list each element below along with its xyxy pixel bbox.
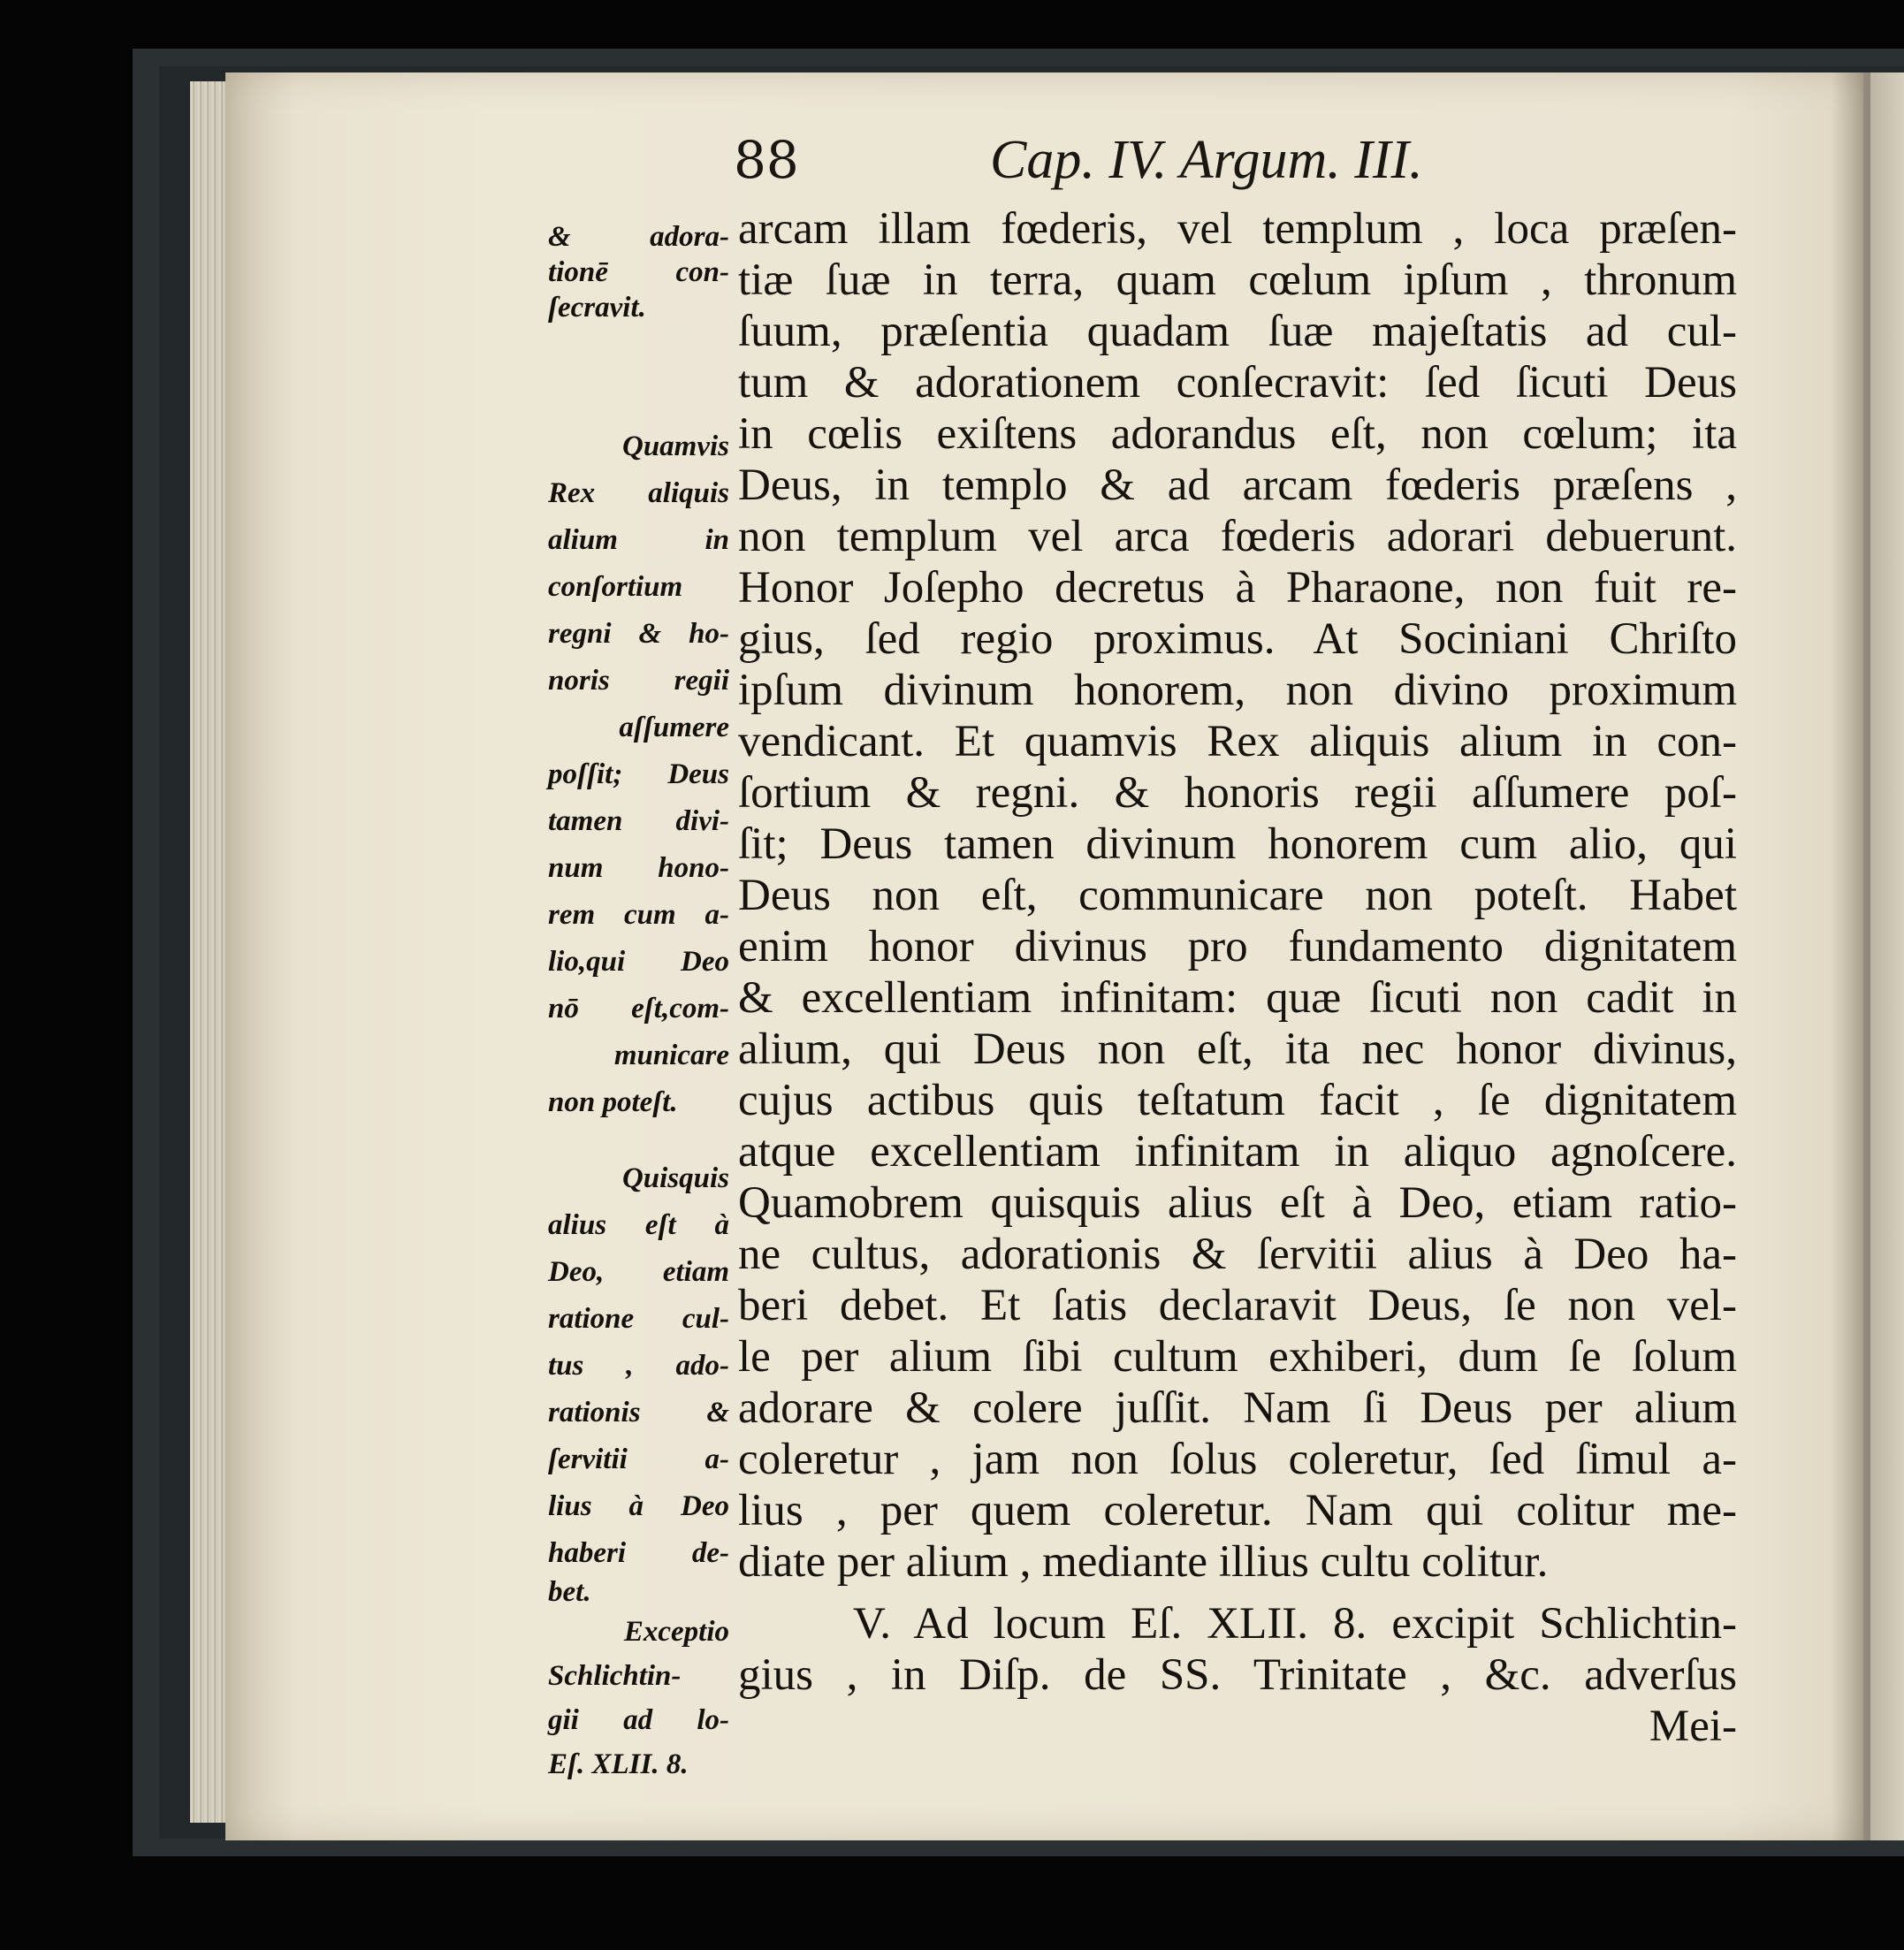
margin-note-line: nō eſt,com-	[548, 993, 729, 1025]
page-number: 88	[734, 130, 799, 190]
margin-note-line: gii ad lo-	[548, 1704, 729, 1736]
margin-note-line: ratione cul-	[548, 1303, 729, 1335]
margin-note-line: & adora-	[548, 221, 729, 253]
body-text-line: ne cultus, adorationis & ſervitii alius à Deo ha-	[738, 1230, 1737, 1279]
body-text-line: ſortium & regni. & honoris regii aſſumere poſ-	[738, 768, 1737, 818]
margin-note-line: Eſ. XLII. 8.	[548, 1748, 689, 1780]
margin-note-line: tamen divi-	[548, 805, 729, 837]
body-text-line: adorare & colere juſſit. Nam ſi Deus per alium	[738, 1383, 1737, 1433]
margin-note-line: Exceptio	[623, 1616, 729, 1648]
body-text-line: Deus non eſt, communicare non poteſt. Habet	[738, 871, 1737, 920]
margin-note-line: bet.	[548, 1576, 591, 1608]
body-text-line: tiæ ſuæ in terra, quam cœlum ipſum , thronum	[738, 255, 1737, 305]
margin-note-line: Rex aliquis	[548, 477, 729, 509]
margin-note-line: regni & ho-	[548, 618, 729, 650]
body-text-line: ſit; Deus tamen divinum honorem cum alio, qui	[738, 819, 1737, 869]
body-text-line: arcam illam fœderis, vel templum , loca præſen-	[738, 204, 1737, 254]
body-text-line: gius, ſed regio proximus. At Sociniani Chriſto	[738, 614, 1737, 664]
body-text-line: in cœlis exiſtens adorandus eſt, non cœlum; ita	[738, 409, 1737, 459]
margin-note-line: Deo, etiam	[548, 1256, 729, 1288]
margin-note-line: alium in	[548, 524, 729, 556]
margin-note-line: lius à Deo	[548, 1490, 729, 1522]
body-text-line: V. Ad locum Eſ. XLII. 8. excipit Schlichtin-	[853, 1599, 1737, 1649]
body-text-line: lius , per quem coleretur. Nam qui colitur me-	[738, 1486, 1737, 1535]
margin-note-line: Quamvis	[621, 430, 729, 462]
margin-note-line: aſſumere	[619, 712, 729, 743]
running-head: Cap. IV. Argum. III.	[990, 130, 1423, 190]
margin-note-line: conſortium	[548, 571, 683, 603]
body-text-line: vendicant. Et quamvis Rex aliquis alium in con-	[738, 717, 1737, 766]
margin-note-line: num hono-	[548, 852, 729, 884]
margin-note-line: poſſit; Deus	[548, 758, 729, 790]
margin-note-line: alius eſt à	[548, 1209, 729, 1241]
body-text-line: coleretur , jam non ſolus coleretur, ſed ſimul a-	[738, 1435, 1737, 1484]
margin-note-line: haberi de-	[548, 1537, 729, 1569]
body-text-line: non templum vel arca fœderis adorari debuerunt.	[738, 512, 1737, 561]
body-text-line: & excellentiam infinitam: quæ ſicuti non cadit in	[738, 973, 1737, 1023]
margin-note-line: noris regii	[548, 665, 729, 697]
margin-note-line: tus , ado-	[548, 1350, 729, 1382]
margin-note-line: ſervitii a-	[548, 1443, 729, 1475]
margin-note-line: lio,qui Deo	[548, 946, 729, 978]
body-text-line: cujus actibus quis teſtatum facit , ſe dignitatem	[738, 1076, 1737, 1125]
margin-note-line: rem cum a-	[548, 899, 729, 931]
body-text-line: tum & adorationem conſecravit: ſed ſicuti Deus	[738, 358, 1737, 408]
body-text-line: ipſum divinum honorem, non divino proximum	[738, 666, 1737, 715]
margin-note-line: tionē con-	[548, 256, 729, 288]
body-text-line: atque excellentiam infinitam in aliquo agnoſcere.	[738, 1127, 1737, 1177]
body-text-line: ſuum, præſentia quadam ſuæ majeſtatis ad cul-	[738, 307, 1737, 356]
margin-note-line: ſecravit.	[548, 292, 646, 324]
margin-note-line: municare	[613, 1040, 729, 1071]
body-text-line: Honor Joſepho decretus à Pharaone, non fuit re-	[738, 563, 1737, 613]
body-text-line: enim honor divinus pro fundamento dignitatem	[738, 922, 1737, 971]
body-text-line: beri debet. Et ſatis declaravit Deus, ſe non vel-	[738, 1281, 1737, 1330]
body-text-line: alium, qui Deus non eſt, ita nec honor divinus,	[738, 1025, 1737, 1074]
margin-note-line: rationis &	[548, 1397, 729, 1428]
body-text-line: le per alium ſibi cultum exhiberi, dum ſe ſolum	[738, 1332, 1737, 1382]
body-text-line: Quamobrem quisquis alius eſt à Deo, etiam ratio-	[738, 1178, 1737, 1228]
body-text-line: gius , in Diſp. de SS. Trinitate , &c. adverſus	[738, 1650, 1737, 1700]
margin-note-line: non poteſt.	[548, 1086, 678, 1118]
margin-note-line: Schlichtin-	[548, 1660, 682, 1692]
gutter-shadow	[1832, 72, 1870, 1840]
body-text-line: Deus, in templo & ad arcam fœderis præſens ,	[738, 461, 1737, 510]
catchword: Mei-	[1649, 1702, 1737, 1751]
margin-note-line: Quisquis	[621, 1162, 729, 1194]
body-text-line: diate per alium , mediante illius cultu colitur.	[738, 1537, 1549, 1587]
